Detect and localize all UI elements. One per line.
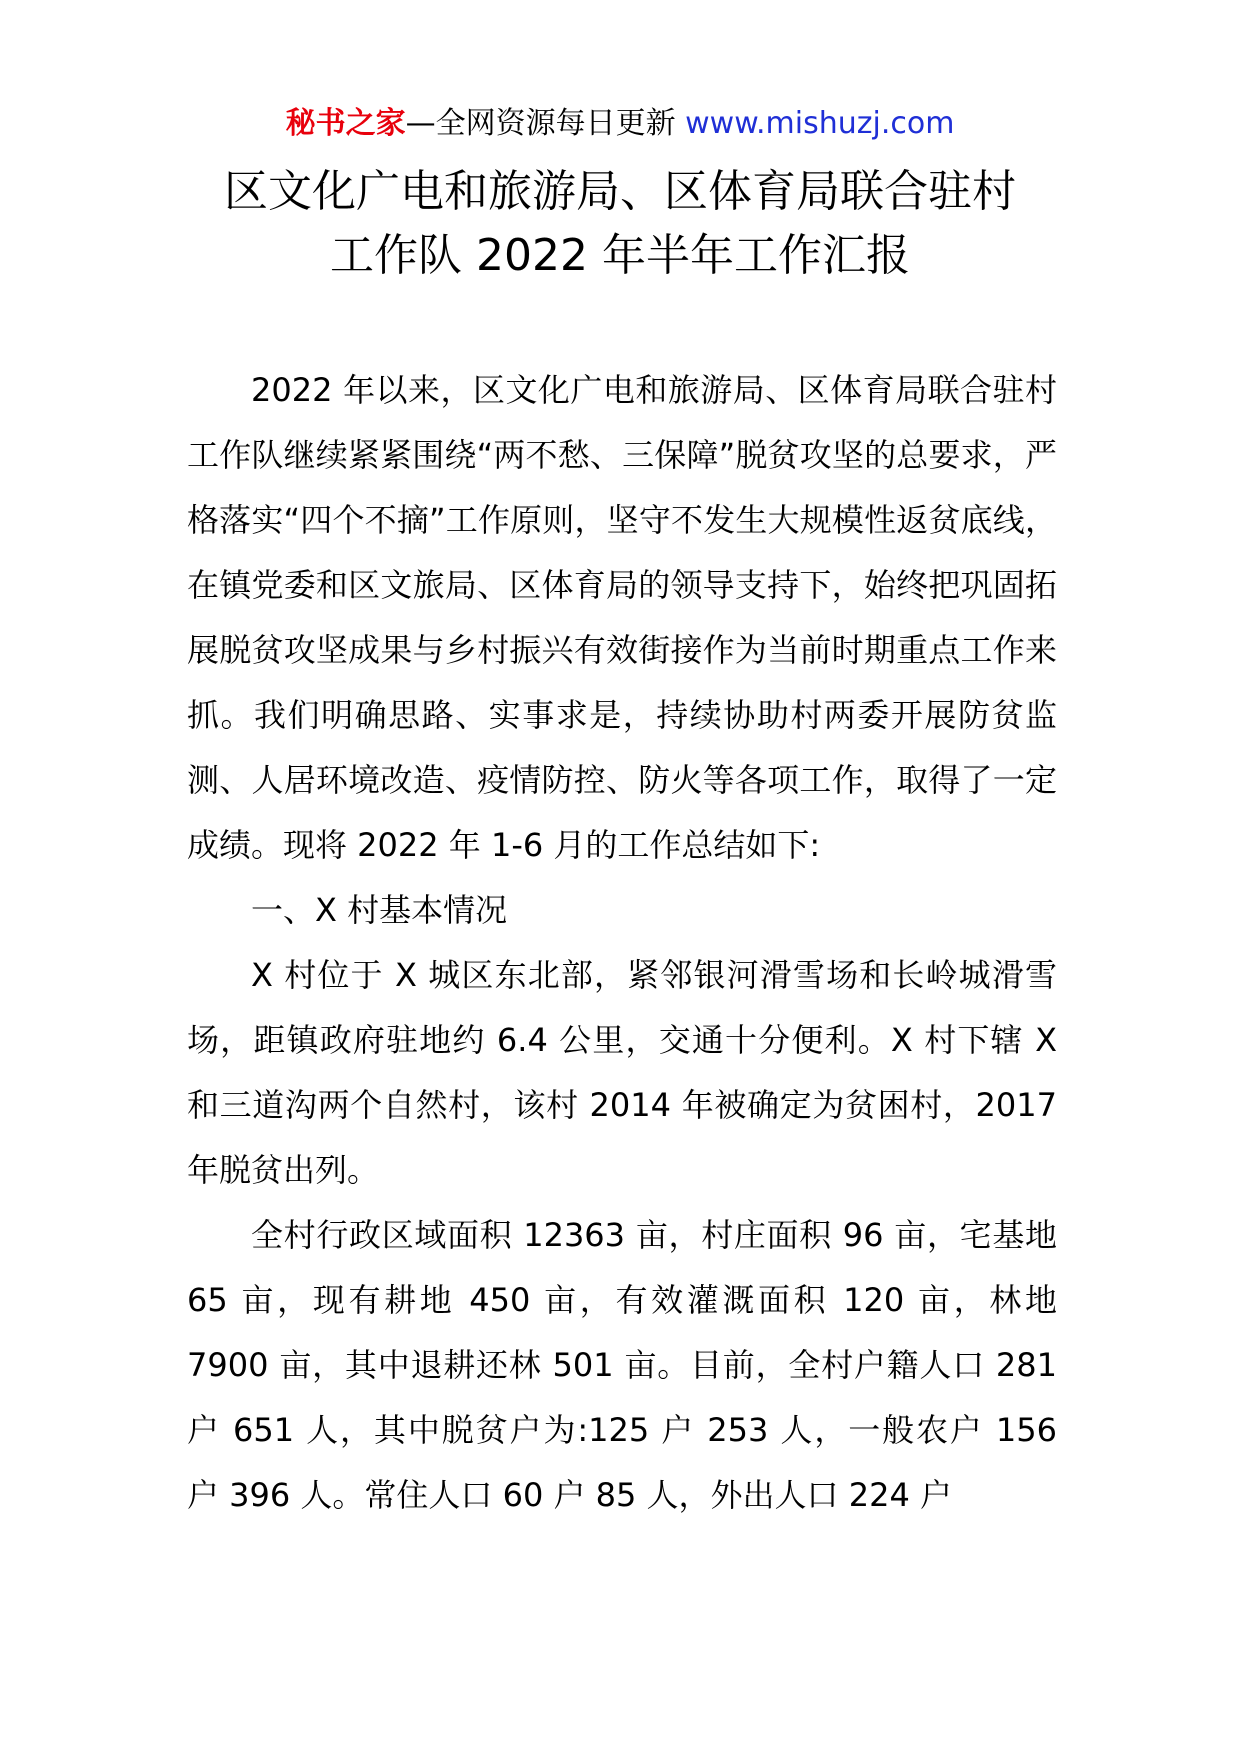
- title-line-2: 工作队 2022 年半年工作汇报: [330, 230, 910, 281]
- document-title: [150, 160, 1090, 288]
- paragraph-intro: 2022 年以来，区文化广电和旅游局、区体育局联合驻村工作队继续紧紧围绕“两不愁、三保障”脱贫攻坚的总要求，严格落实“四个不摘”工作原则，坚守不发生大规模性返贫底线，在镇党委和区文旅局、区体育局的领导支持下，始终把巩固拓展脱贫攻坚成果与乡村振兴有效街接作为当前时期重点工作来抓。我们明确思路、实事求是，持续协助村两委开展防贫监测、人居环境改造、疫情防控、防火等各项工作，取得了一定成绩。现将 2022 年 1-6 月的工作总结如下:: [187, 371, 1057, 864]
- paragraph-statistics: 全村行政区域面积 12363 亩，村庄面积 96 亩，宅基地 65 亩，现有耕地 450 亩，有效灌溉面积 120 亩，林地 7900 亩，其中退耕还林 501 亩。目前，全村户籍人口 281 户 651 人，其中脱贫户为:125 户 253 人，一般农户 156 户 396 人。常住人口 60 户 85 人，外出人口 224 户: [187, 1216, 1057, 1514]
- title-line-1: 区文化广电和旅游局、区体育局联合驻村: [224, 166, 1016, 217]
- site-slogan: —全网资源每日更新: [405, 106, 676, 141]
- site-header: [0, 104, 1240, 144]
- section-heading: 一、X 村基本情况: [251, 891, 508, 929]
- site-brand: 秘书之家: [285, 106, 406, 141]
- paragraph-location: X 村位于 X 城区东北部，紧邻银河滑雪场和长岭城滑雪场，距镇政府驻地约 6.4 公里，交通十分便利。X 村下辖 X 和三道沟两个自然村，该村 2014 年被确定为贫困村，2017 年脱贫出列。: [187, 956, 1057, 1189]
- site-url-link[interactable]: www.mishuzj.com: [685, 106, 955, 141]
- document-body: [187, 358, 1057, 1528]
